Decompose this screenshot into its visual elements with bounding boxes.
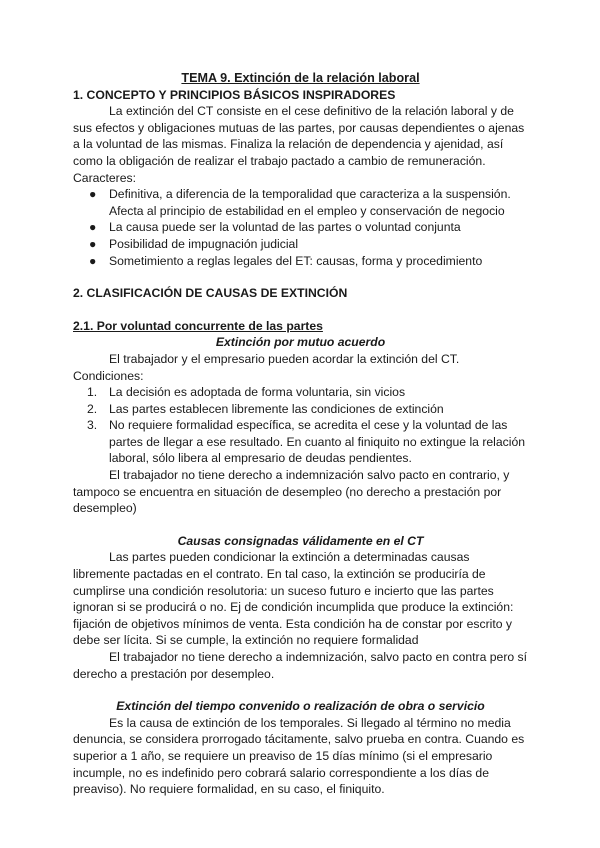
caracteres-list <box>73 186 528 269</box>
causas-paragraph-1: Las partes pueden condicionar la extinción a determinadas causas libremente pactadas en el contrato. En tal caso, la extinción se produciría de cumplirse una condición resolutoria: un suceso futuro e incierto que las partes ignoran si se producirá o no. Ej de condición incumplida que produce la extinción: fijación de objetivos mínimos de venta. Esta condición ha de constar por escrito y debe ser lícita. Si se cumple, la extinción no requiere formalidad <box>73 550 514 648</box>
section-2-1-heading: 2.1. Por voluntad concurrente de las partes <box>73 318 323 333</box>
bullet-icon: ● <box>89 236 97 251</box>
bullet-icon: ● <box>89 253 97 268</box>
tiempo-convenido-paragraph: Es la causa de extinción de los temporales. Si llegado al término no media denuncia, se considera prorrogado tácitamente, salvo prueba en contra. Cuando es superior a 1 año, se requiere un preaviso de 15 días mínimo (si el empresario incumple, no es indefinido pero cobrará salario correspondiente a los días de preaviso). No requiere formalidad, en su caso, el finiquito. <box>73 715 525 797</box>
list-item: 1. La decisión es adoptada de forma voluntaria, sin vicios <box>87 385 406 400</box>
causas-paragraph-2: El trabajador no tiene derecho a indemnización, salvo pacto en contra pero sí derecho a prestación por desempleo. <box>73 650 528 681</box>
document-title: TEMA 9. Extinción de la relación laboral <box>181 71 420 85</box>
list-number: 3. <box>87 418 98 433</box>
list-item: ● La causa puede ser la voluntad de las partes o voluntad conjunta <box>89 220 461 235</box>
list-item: ● Sometimiento a reglas legales del ET: causas, forma y procedimiento <box>89 253 483 268</box>
section-2-heading: 2. CLASIFICACIÓN DE CAUSAS DE EXTINCIÓN <box>73 286 348 301</box>
bullet-icon: ● <box>89 220 97 235</box>
section-1-heading: 1. CONCEPTO Y PRINCIPIOS BÁSICOS INSPIRADORES <box>73 87 396 102</box>
bullet-icon: ● <box>89 187 97 202</box>
list-number: 1. <box>87 385 98 400</box>
caracteres-label: Caracteres: <box>73 170 136 185</box>
list-item: 3. No requiere formalidad específica, se acredita el cese y la voluntad de las partes de llegar a ese resultado. En cuanto al finiquito no extingue la relación laboral, sólo libera al empresario de deudas pendientes. <box>87 418 525 466</box>
mutuo-acuerdo-closing: El trabajador no tiene derecho a indemnización salvo pacto en contrario, y tampoco se encuentra en situación de desempleo (no derecho a prestación por desempleo) <box>73 468 510 516</box>
list-item: ● Posibilidad de impugnación judicial <box>89 236 299 251</box>
list-item: 2. Las partes establecen libremente las condiciones de extinción <box>87 401 444 416</box>
list-number: 2. <box>87 401 98 416</box>
condiciones-list <box>73 384 528 467</box>
tiempo-convenido-title: Extinción del tiempo convenido o realización de obra o servicio <box>116 699 485 714</box>
mutuo-acuerdo-intro: El trabajador y el empresario pueden acordar la extinción del CT. <box>109 351 460 366</box>
condiciones-label: Condiciones: <box>73 368 144 383</box>
section-1-paragraph: La extinción del CT consiste en el cese definitivo de la relación laboral y de sus efectos y obligaciones mutuas de las partes, por causas dependientes o ajenas a la voluntad de las mismas. Finaliza la relación de dependencia y ajenidad, así como la obligación de realizar el trabajo pactado a cambio de remuneración. <box>73 104 525 168</box>
mutuo-acuerdo-title: Extinción por mutuo acuerdo <box>215 335 386 350</box>
list-item: ● Definitiva, a diferencia de la temporalidad que caracteriza a la suspensión. Afecta al principio de estabilidad en el empleo y conservación de negocio <box>89 187 511 218</box>
causas-consignadas-title: Causas consignadas válidamente en el CT <box>177 533 424 548</box>
document-page <box>73 70 528 798</box>
